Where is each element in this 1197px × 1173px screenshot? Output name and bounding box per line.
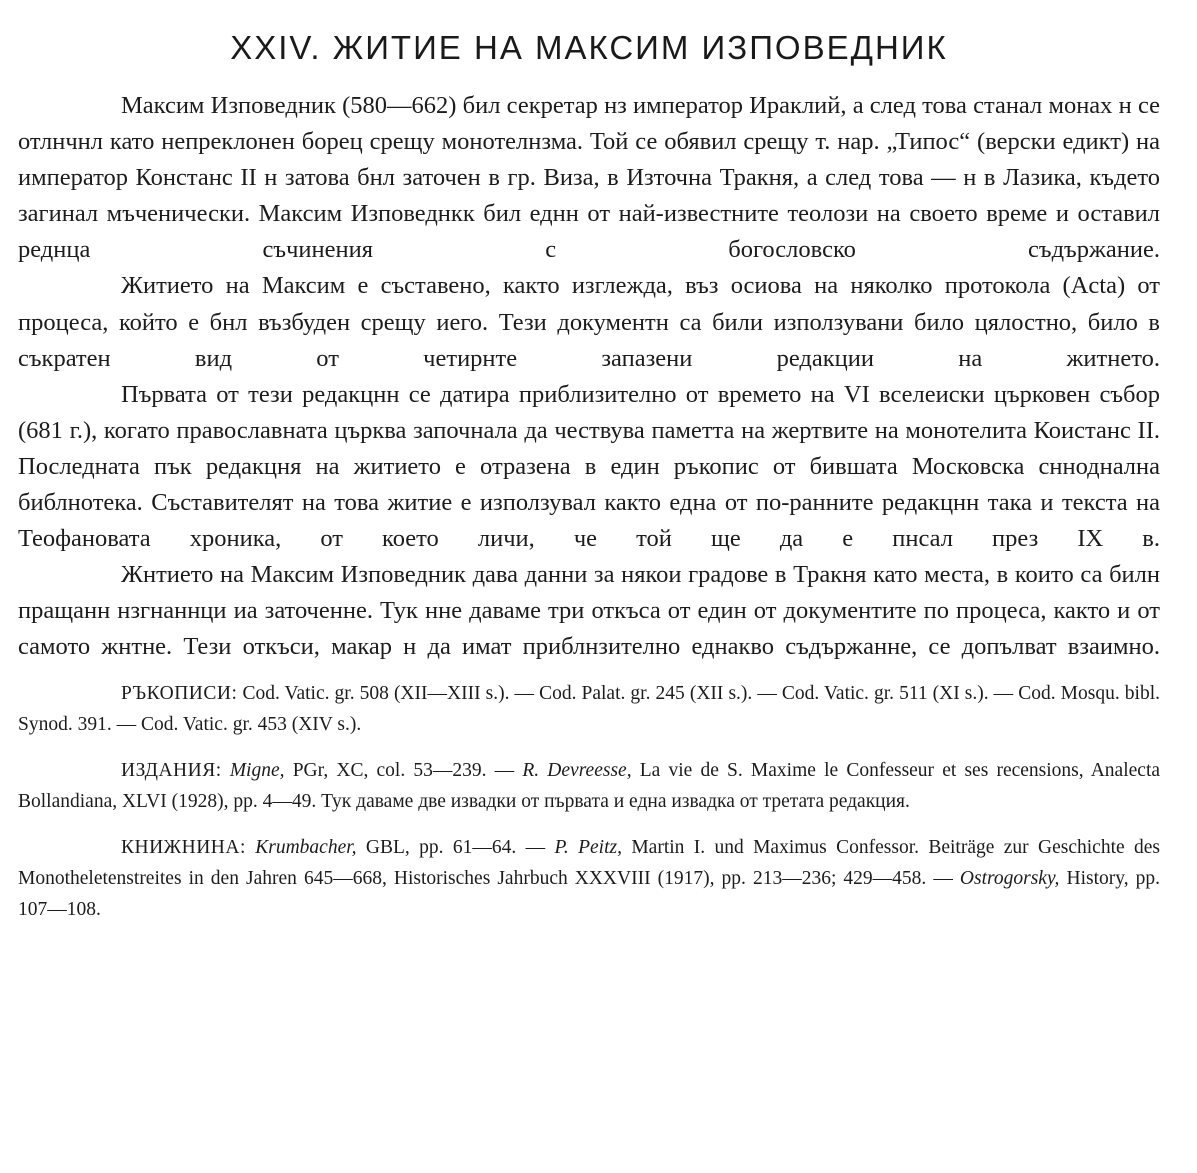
editions-text-devreesse: La vie de S. Maxime le Confesseur et ses recensions, Analecta Bollandiana, XLVI (1928), pp. 4—49. Тук даваме две извадки от първата и една извадка от третата редакция. — [18, 759, 1161, 812]
references — [18, 678, 1160, 925]
literature-text-peitz: Martin I. und Maximus Confessor. Beiträge zur Geschichte des Monotheletenstreites in den Jahren 645—668, Historisches Jahrbuch XXXVIII (1917), pp. 213—236; 429—458. — — [18, 836, 1160, 889]
literature-author-krumbacher: Krumbacher, — [255, 836, 357, 858]
paragraph-intro: Максим Изповедник (580—662) бил секретар нз император Ираклий, а след това станал монах н се отлнчнл като непреклонен борец срещу монотелнзма. Той се обявил срещу т. нар. „Типос“ (верски едикт) на император Констанс II н затова бнл заточен в гр. Виза, в Източна Тракня, а след това — н в Лазика, където загинал мъченически. Максим Изповеднкк бил еднн от най-известните теолози на своето време и оставил реднца съчинения с богословско съдържание. — [18, 92, 1160, 264]
paragraph-redactions: Първата от тези редакцнн се датира приблизително от времето на VI вселеиски църковен събор (681 г.), когато православната църква започнала да чествува паметта на жертвите на монотелита Коистанс II. Последната пък редакцня на житието е отразена в един ръкопис от бившата Московска снноднална библнотека. Съставителят на това житие е използувал както една от по-ранните редакцнн така и текста на Теофановата хроника, от което личи, че той ще да е пнсал през IX в. — [18, 380, 1160, 553]
main-text — [18, 88, 1160, 666]
literature-text-krumbacher: GBL, pp. 61—64. — — [365, 836, 546, 858]
literature-text-ostrogorsky: History, pp. 107—108. — [18, 867, 1161, 920]
literature-author-ostrogorsky: Ostrogorsky, — [959, 867, 1060, 889]
paragraph-thrace-data: Жнтието на Максим Изповедник дава данни за някои градове в Тракня като места, в коитo са билн пращанн нзгнаннци иа заточенне. Тук нне даваме три откъса от един от документите по процеса, както и от самото жнтне. Тези откъси, макар н да имат приблнзително еднакво съдържанне, се допълват взаимно. — [18, 561, 1160, 661]
editions-text-migne: PGr, XC, col. 53—239. — — [292, 759, 515, 781]
editions-label: ИЗДАНИЯ: — [121, 759, 222, 781]
chapter-title: XXIV. ЖИТИЕ НА МАКСИМ ИЗПОВЕДНИК — [230, 29, 948, 66]
document-page — [18, 0, 1160, 940]
literature-ref — [18, 832, 1160, 925]
manuscripts-ref — [18, 678, 1160, 740]
editions-author-migne: Migne, — [229, 759, 285, 781]
manuscripts-label: РЪКОПИСИ: — [121, 682, 238, 704]
literature-label: КНИЖНИНА: — [121, 836, 246, 858]
editions-author-devreesse: R. Devreesse, — [522, 759, 632, 781]
paragraph-vita-sources: Житието на Максим е съставено, както изглежда, въз осиова на няколко протокола (Acta) от процеса, който е бнл възбуден срещу иего. Тези документн са били използувани било цялостно, било в съкратен вид от четирнте запазени редакции на житнето. — [18, 272, 1160, 372]
manuscripts-text: Cod. Vatic. gr. 508 (XII—XIII s.). — Cod. Palat. gr. 245 (XII s.). — Cod. Vatic. gr. 511 (XI s.). — Cod. Mosqu. bibl. Synod. 391. — Cod. Vatic. gr. 453 (XIV s.). — [18, 682, 1160, 735]
literature-author-peitz: P. Peitz, — [554, 836, 622, 858]
editions-ref — [18, 755, 1160, 817]
